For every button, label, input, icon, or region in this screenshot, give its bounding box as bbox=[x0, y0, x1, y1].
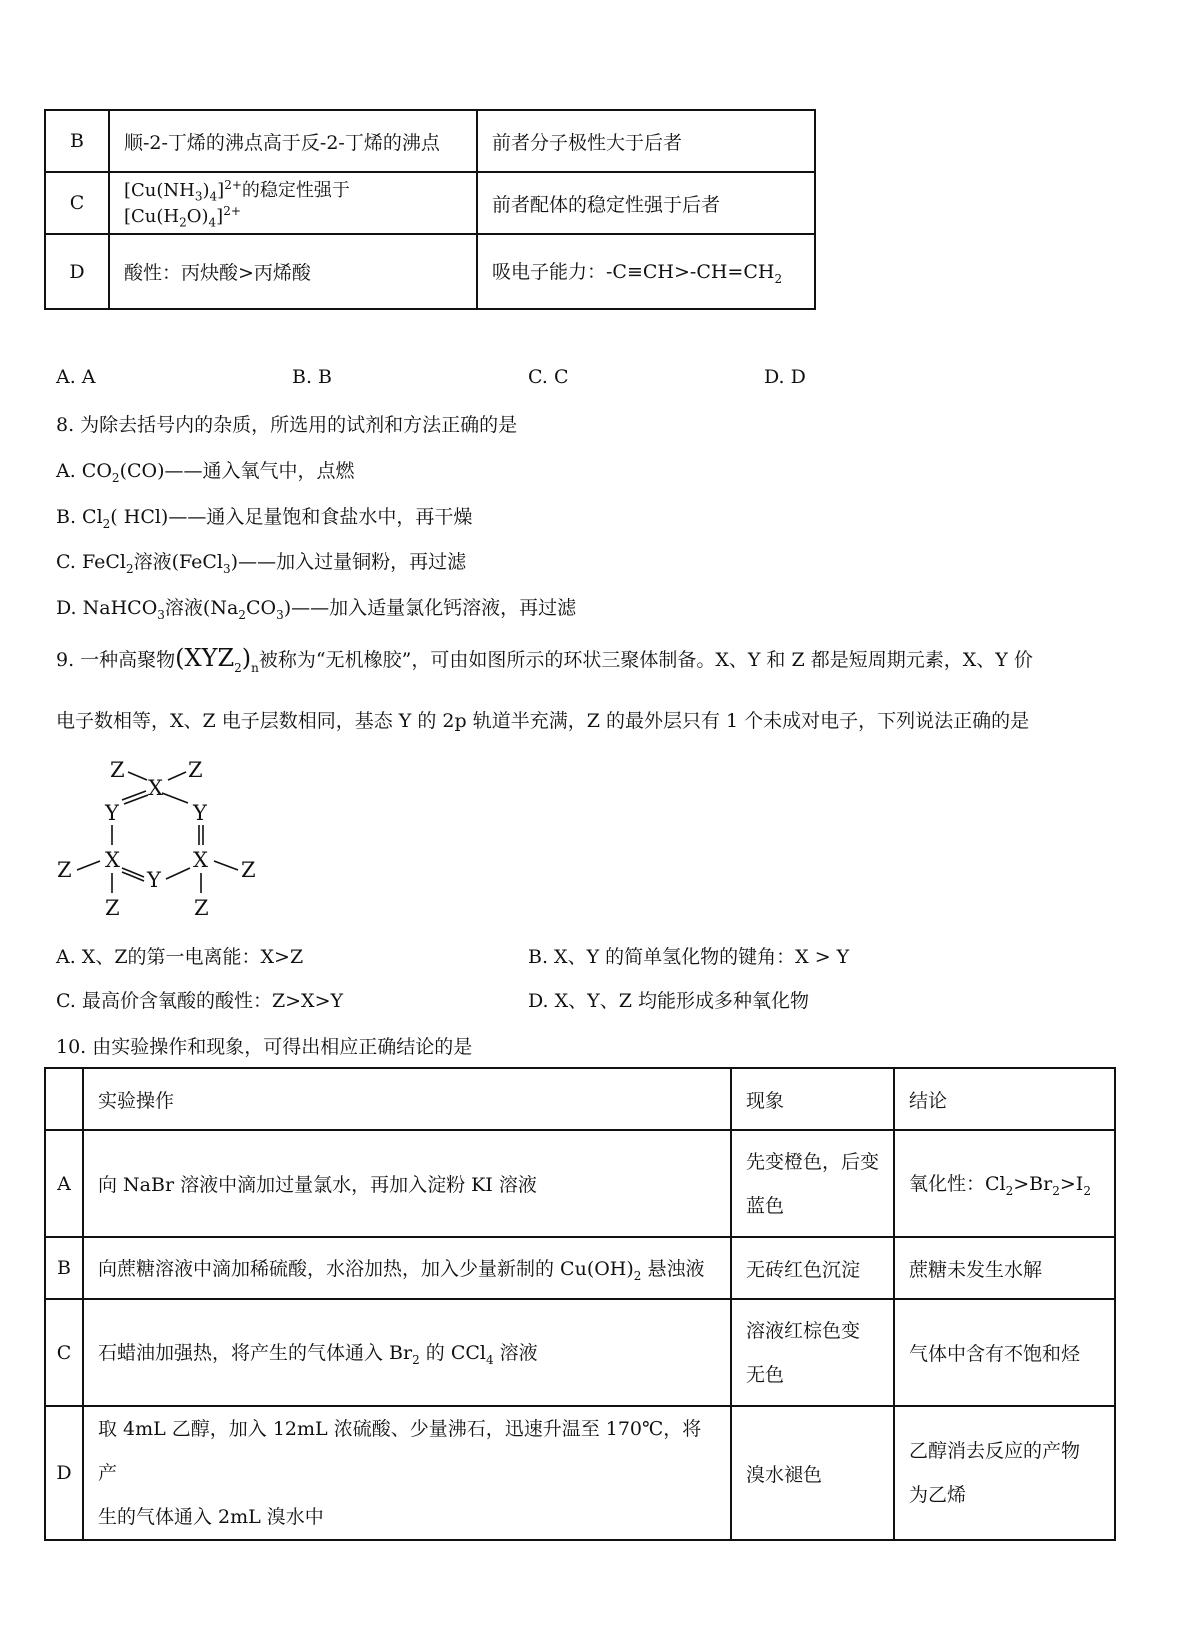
subscript: 4 bbox=[485, 1352, 494, 1367]
conclusion-cell bbox=[894, 1130, 1115, 1237]
atom-z: Z bbox=[241, 858, 256, 882]
option-d: D. X、Y、Z 均能形成多种氧化物 bbox=[528, 990, 809, 1012]
atom-z: Z bbox=[110, 758, 125, 782]
subscript: 2 bbox=[1052, 1183, 1060, 1198]
text: C. FeCl bbox=[56, 551, 126, 573]
phenomenon-cell: 无砖红色沉淀 bbox=[731, 1237, 894, 1299]
subscript: n bbox=[251, 660, 259, 675]
atom-y-right: Y bbox=[193, 801, 207, 825]
bond bbox=[166, 868, 190, 879]
phenomenon-cell bbox=[731, 1130, 894, 1237]
question-9-stem-line2: 电子数相等，X、Z 电子层数相同，基态 Y 的 2p 轨道半充满，Z 的最外层只有 1 个未成对电子，下列说法正确的是 bbox=[56, 710, 1030, 732]
atom-x-left: X bbox=[105, 848, 120, 872]
text: (CO)——通入氧气中，点燃 bbox=[119, 460, 355, 482]
subscript: 2 bbox=[412, 1352, 420, 1367]
double-bond bbox=[122, 791, 146, 800]
superscript: 2+ bbox=[223, 204, 241, 218]
subscript: 2 bbox=[238, 607, 246, 622]
subscript: 2 bbox=[125, 561, 134, 576]
option-d: D. D bbox=[764, 366, 806, 388]
text: 的稳定性强于[Cu(H bbox=[124, 180, 350, 227]
header-operation: 实验操作 bbox=[83, 1068, 731, 1130]
option-a: A. X、Z的第一电离能：X>Z bbox=[56, 946, 304, 968]
subscript: 2 bbox=[1005, 1183, 1014, 1198]
text: 为乙烯 bbox=[909, 1484, 967, 1506]
question-10-stem: 10. 由实验操作和现象，可得出相应正确结论的是 bbox=[56, 1036, 473, 1058]
text: (XYZ bbox=[175, 644, 235, 672]
phenomenon-cell bbox=[731, 1299, 894, 1406]
table-row bbox=[45, 1130, 1115, 1237]
option-d bbox=[56, 593, 576, 622]
bond bbox=[214, 861, 238, 870]
empty-header bbox=[45, 1068, 83, 1130]
text: D. NaHCO bbox=[56, 597, 158, 619]
atom-z: Z bbox=[188, 758, 203, 782]
text: 无色 bbox=[746, 1363, 785, 1386]
fact-cell bbox=[109, 172, 477, 234]
option-c: C. 最高价含氧酸的酸性：Z>X>Y bbox=[56, 990, 344, 1012]
text: 被称为“无机橡胶”，可由如图所示的环状三聚体制备。X、Y 和 Z 都是短周期元素，X、Y 价 bbox=[258, 649, 1033, 671]
text: )——加入过量铜粉，再过滤 bbox=[230, 551, 467, 573]
superscript: 2+ bbox=[224, 178, 242, 193]
text: 溶液 bbox=[493, 1342, 538, 1365]
operation-cell bbox=[83, 1237, 731, 1299]
subscript: 4 bbox=[209, 190, 218, 204]
text: ( HCl)——通入足量饱和食盐水中，再干燥 bbox=[110, 506, 473, 528]
text: 溶液红棕色变 bbox=[746, 1319, 861, 1342]
text: 吸电子能力：-C≡CH>-CH=CH bbox=[492, 261, 775, 284]
conclusion-cell bbox=[894, 1406, 1115, 1540]
text: 的 CCl bbox=[419, 1342, 486, 1365]
reason-cell: 前者分子极性大于后者 bbox=[477, 110, 815, 172]
text: A. CO bbox=[56, 460, 112, 482]
bond bbox=[77, 861, 100, 870]
table-row bbox=[45, 234, 815, 309]
text: ] bbox=[217, 180, 225, 202]
text: 取 4mL 乙醇，加入 12mL 浓硫酸、少量沸石，迅速升温至 170℃，将产 bbox=[98, 1418, 702, 1484]
header-phenomenon: 现象 bbox=[731, 1068, 894, 1130]
text: >I bbox=[1059, 1173, 1084, 1196]
table-q7-continued bbox=[44, 109, 816, 310]
row-label: B bbox=[45, 1237, 83, 1299]
double-bond bbox=[124, 795, 148, 804]
text: 蓝色 bbox=[746, 1194, 785, 1217]
text: 氧化性：Cl bbox=[909, 1173, 1006, 1196]
atom-z: Z bbox=[105, 896, 120, 920]
operation-cell: 向 NaBr 溶液中滴加过量氯水，再加入淀粉 KI 溶液 bbox=[83, 1130, 731, 1237]
operation-cell bbox=[83, 1299, 731, 1406]
subscript: 3 bbox=[194, 190, 203, 204]
text: ) bbox=[241, 644, 252, 672]
row-label: D bbox=[45, 1406, 83, 1540]
atom-x-top: X bbox=[148, 776, 163, 800]
text: [Cu(NH bbox=[124, 180, 195, 202]
atom-z: Z bbox=[57, 858, 72, 882]
text: ] bbox=[216, 206, 224, 227]
text: 先变橙色，后变 bbox=[746, 1150, 880, 1173]
text: CO bbox=[245, 597, 277, 619]
subscript: 2 bbox=[111, 470, 120, 485]
text: >Br bbox=[1013, 1173, 1053, 1196]
text: B. Cl bbox=[56, 506, 103, 528]
question-9-stem bbox=[56, 644, 1033, 675]
subscript: 3 bbox=[223, 561, 231, 576]
bond bbox=[168, 772, 186, 780]
header-conclusion: 结论 bbox=[894, 1068, 1115, 1130]
bond bbox=[162, 793, 188, 803]
conclusion-cell: 气体中含有不饱和烃 bbox=[894, 1299, 1115, 1406]
subscript: 4 bbox=[208, 215, 217, 230]
atom-z: Z bbox=[194, 896, 209, 920]
text: 乙醇消去反应的产物 bbox=[909, 1440, 1081, 1462]
text: O) bbox=[186, 206, 209, 227]
cyclic-trimer-structure bbox=[50, 755, 280, 925]
text: ) bbox=[202, 180, 210, 202]
text: 溶液(Na bbox=[164, 597, 239, 619]
option-b bbox=[56, 502, 472, 531]
atom-x-right: X bbox=[193, 848, 208, 872]
row-label: B bbox=[45, 110, 109, 172]
text: 溶液(FeCl bbox=[133, 551, 224, 573]
formula bbox=[175, 644, 259, 675]
bond bbox=[128, 772, 147, 780]
table-row bbox=[45, 1406, 1115, 1540]
text: 石蜡油加强热，将产生的气体通入 Br bbox=[98, 1342, 413, 1365]
option-a: A. A bbox=[56, 366, 96, 388]
fact-cell: 酸性：丙炔酸>丙烯酸 bbox=[109, 234, 477, 309]
subscript: 2 bbox=[179, 215, 187, 230]
atom-y-bottom: Y bbox=[147, 868, 161, 892]
row-label: A bbox=[45, 1130, 83, 1237]
table-header-row bbox=[45, 1068, 1115, 1130]
table-q10 bbox=[44, 1067, 1116, 1541]
reason-cell bbox=[477, 234, 815, 309]
subscript: 2 bbox=[633, 1268, 642, 1283]
atom-y-left: Y bbox=[105, 801, 119, 825]
table-row bbox=[45, 1299, 1115, 1406]
subscript: 2 bbox=[1083, 1183, 1091, 1198]
row-label: C bbox=[45, 172, 109, 234]
conclusion-cell: 蔗糖未发生水解 bbox=[894, 1237, 1115, 1299]
reason-cell: 前者配体的稳定性强于后者 bbox=[477, 172, 815, 234]
table-row bbox=[45, 110, 815, 172]
question-8-stem: 8. 为除去括号内的杂质，所选用的试剂和方法正确的是 bbox=[56, 414, 518, 436]
text: )——加入适量氯化钙溶液，再过滤 bbox=[283, 597, 577, 619]
option-a bbox=[56, 456, 355, 485]
text: 悬浊液 bbox=[641, 1257, 705, 1280]
option-c: C. C bbox=[528, 366, 569, 388]
row-label: D bbox=[45, 234, 109, 309]
text: 9. 一种高聚物 bbox=[56, 649, 176, 671]
subscript: 3 bbox=[157, 607, 165, 622]
option-b: B. B bbox=[292, 366, 333, 388]
row-label: C bbox=[45, 1299, 83, 1406]
subscript: 2 bbox=[774, 271, 783, 286]
text: 生的气体通入 2mL 溴水中 bbox=[98, 1506, 324, 1528]
option-b: B. X、Y 的简单氢化物的键角：X > Y bbox=[528, 946, 850, 968]
fact-cell: 顺-2-丁烯的沸点高于反-2-丁烯的沸点 bbox=[109, 110, 477, 172]
option-c bbox=[56, 547, 466, 576]
subscript: 2 bbox=[234, 660, 242, 675]
table-row bbox=[45, 1237, 1115, 1299]
text: 向蔗糖溶液中滴加稀硫酸，水浴加热，加入少量新制的 Cu(OH) bbox=[98, 1257, 634, 1280]
phenomenon-cell: 溴水褪色 bbox=[731, 1406, 894, 1540]
subscript: 3 bbox=[276, 607, 284, 622]
subscript: 2 bbox=[102, 516, 111, 531]
operation-cell bbox=[83, 1406, 731, 1540]
table-row bbox=[45, 172, 815, 234]
